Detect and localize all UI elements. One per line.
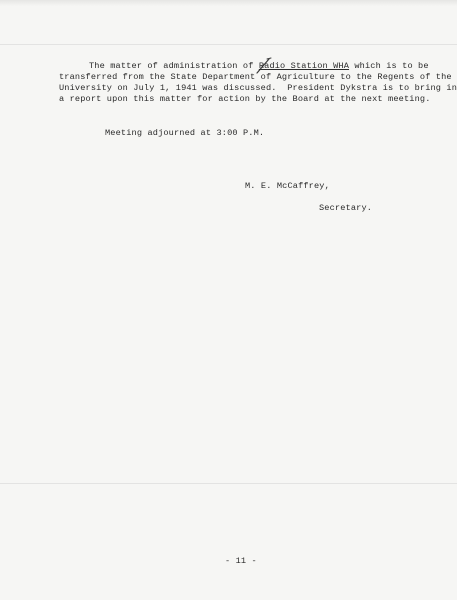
minutes-paragraph — [0, 0, 457, 104]
paragraph-line: University on July 1, 1941 was discussed. President Dykstra is to bring in — [59, 83, 457, 93]
signature-name: M. E. McCaffrey, — [245, 181, 330, 191]
page-number: - 11 - — [225, 556, 257, 566]
paragraph-line: The matter of administration of Radio Station WHA which is to be — [89, 61, 429, 71]
underlined-station-name: Radio Station WHA — [258, 61, 350, 71]
paragraph-line: transferred from the State Department of Agriculture to the Regents of the — [59, 72, 452, 82]
signature-title: Secretary. — [319, 203, 373, 213]
scan-artifact-line — [0, 44, 457, 45]
scan-edge — [0, 0, 457, 6]
adjournment-line: Meeting adjourned at 3:00 P.M. — [105, 128, 265, 138]
scan-artifact-line — [0, 483, 457, 484]
paragraph-line: a report upon this matter for action by the Board at the next meeting. — [59, 94, 431, 104]
